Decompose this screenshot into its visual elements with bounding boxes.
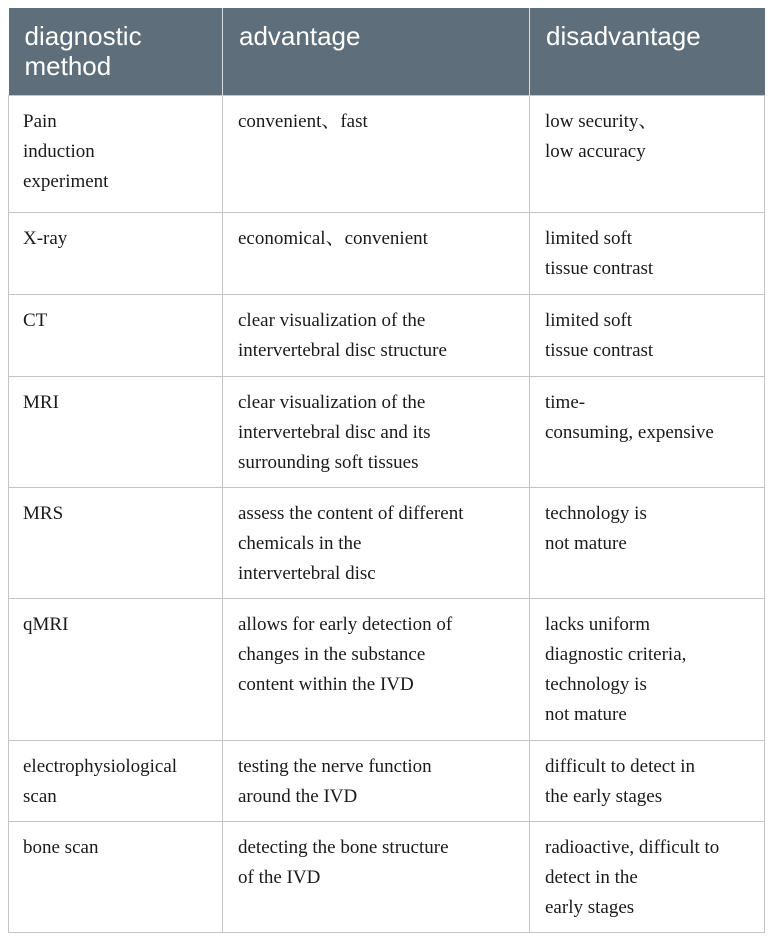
table-row <box>9 740 765 821</box>
header-row <box>9 8 765 95</box>
table-row <box>9 95 765 212</box>
disadvantage-cell: limited soft tissue contrast <box>530 294 765 376</box>
method-cell: MRS <box>9 487 223 598</box>
method-cell: bone scan <box>9 821 223 932</box>
table-row <box>9 487 765 598</box>
diagnostic-methods-table <box>8 8 765 933</box>
method-cell: CT <box>9 294 223 376</box>
disadvantage-cell: time- consuming, expensive <box>530 376 765 487</box>
header-disadvantage: disadvantage <box>530 8 765 95</box>
disadvantage-cell: limited soft tissue contrast <box>530 212 765 294</box>
table-row <box>9 821 765 932</box>
advantage-cell: assess the content of different chemicals in the intervertebral disc <box>223 487 530 598</box>
advantage-cell: clear visualization of the intervertebral disc and its surrounding soft tissues <box>223 376 530 487</box>
advantage-cell: economical、convenient <box>223 212 530 294</box>
advantage-cell: detecting the bone structure of the IVD <box>223 821 530 932</box>
table-body <box>9 95 765 932</box>
advantage-cell: testing the nerve function around the IVD <box>223 740 530 821</box>
disadvantage-cell: radioactive, difficult to detect in the early stages <box>530 821 765 932</box>
method-cell: MRI <box>9 376 223 487</box>
table-row <box>9 212 765 294</box>
table-header <box>9 8 765 95</box>
advantage-cell: clear visualization of the intervertebral disc structure <box>223 294 530 376</box>
table-row <box>9 376 765 487</box>
disadvantage-cell: difficult to detect in the early stages <box>530 740 765 821</box>
method-cell: qMRI <box>9 598 223 740</box>
method-cell: Pain induction experiment <box>9 95 223 212</box>
disadvantage-cell: technology is not mature <box>530 487 765 598</box>
table-row <box>9 294 765 376</box>
method-cell: X-ray <box>9 212 223 294</box>
header-diagnostic-method: diagnostic method <box>9 8 223 95</box>
advantage-cell: allows for early detection of changes in the substance content within the IVD <box>223 598 530 740</box>
method-cell: electrophysiological scan <box>9 740 223 821</box>
advantage-cell: convenient、fast <box>223 95 530 212</box>
disadvantage-cell: low security、 low accuracy <box>530 95 765 212</box>
disadvantage-cell: lacks uniform diagnostic criteria, technology is not mature <box>530 598 765 740</box>
table-row <box>9 598 765 740</box>
header-advantage: advantage <box>223 8 530 95</box>
